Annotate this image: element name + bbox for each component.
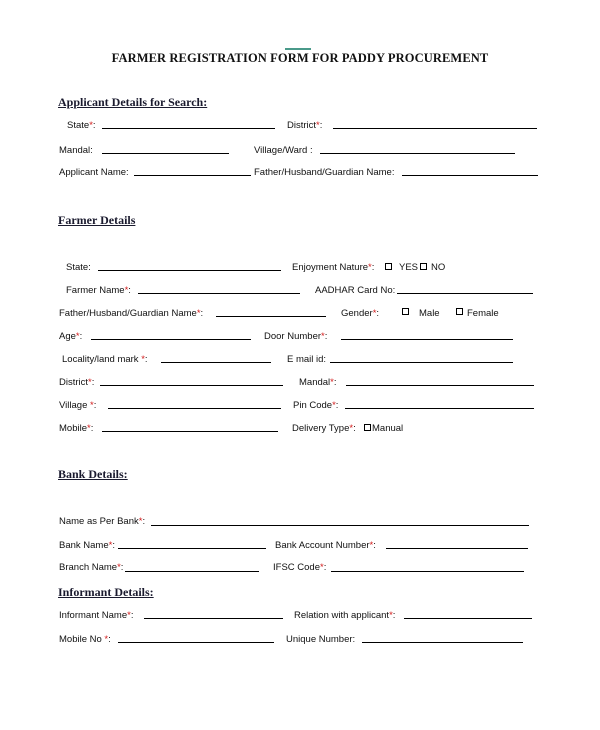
form-title: FARMER REGISTRATION FORM FOR PADDY PROCUREMENT bbox=[111, 51, 489, 65]
pin-code-label: Pin Code*: bbox=[293, 400, 339, 411]
applicant-mandal-field[interactable] bbox=[102, 153, 229, 154]
farmer-name-label: Farmer Name*: bbox=[66, 285, 131, 296]
delivery-type-label: Delivery Type*: bbox=[292, 423, 356, 434]
farmer-section-heading: Farmer Details bbox=[58, 213, 136, 227]
applicant-district-label: District*: bbox=[287, 120, 323, 131]
name-per-bank-label: Name as Per Bank*: bbox=[59, 516, 146, 527]
informant-name-field[interactable] bbox=[144, 618, 283, 619]
applicant-guardian-field[interactable] bbox=[402, 175, 538, 176]
name-per-bank-field[interactable] bbox=[151, 525, 529, 526]
village-field[interactable] bbox=[108, 408, 281, 409]
applicant-village-label: Village/Ward : bbox=[254, 145, 313, 156]
enjoyment-yes-checkbox[interactable] bbox=[385, 263, 392, 270]
bank-name-field[interactable] bbox=[118, 548, 266, 549]
village-label: Village *: bbox=[59, 400, 97, 411]
account-number-field[interactable] bbox=[386, 548, 528, 549]
farmer-state-label: State: bbox=[66, 262, 91, 273]
applicant-state-field[interactable] bbox=[102, 128, 275, 129]
enjoyment-no-label: NO bbox=[431, 262, 446, 273]
email-label: E mail id: bbox=[287, 354, 327, 365]
title-accent-bar bbox=[285, 48, 311, 50]
mobile-field[interactable] bbox=[102, 431, 278, 432]
applicant-name-field[interactable] bbox=[134, 175, 251, 176]
farmer-mandal-label: Mandal*: bbox=[299, 377, 337, 388]
enjoyment-no-checkbox[interactable] bbox=[420, 263, 427, 270]
delivery-manual-label: Manual bbox=[372, 423, 404, 434]
gender-female-checkbox[interactable] bbox=[456, 308, 463, 315]
mobile-no-label: Mobile No *: bbox=[59, 634, 111, 645]
farmer-state-field[interactable] bbox=[98, 270, 281, 271]
branch-name-label: Branch Name*: bbox=[59, 562, 124, 573]
branch-name-field[interactable] bbox=[125, 571, 259, 572]
unique-number-label: Unique Number: bbox=[286, 634, 356, 645]
farmer-guardian-field[interactable] bbox=[216, 316, 326, 317]
bank-name-label: Bank Name*: bbox=[59, 540, 115, 551]
aadhar-label: AADHAR Card No: bbox=[315, 285, 396, 296]
applicant-state-label: State*: bbox=[67, 120, 96, 131]
gender-label: Gender*: bbox=[341, 308, 380, 319]
email-field[interactable] bbox=[330, 362, 513, 363]
mobile-label: Mobile*: bbox=[59, 423, 94, 434]
aadhar-field[interactable] bbox=[397, 293, 533, 294]
gender-male-checkbox[interactable] bbox=[402, 308, 409, 315]
farmer-district-label: District*: bbox=[59, 377, 95, 388]
applicant-guardian-label: Father/Husband/Guardian Name: bbox=[254, 167, 395, 178]
door-number-field[interactable] bbox=[341, 339, 513, 340]
age-label: Age*: bbox=[59, 331, 83, 342]
gender-male-label: Male bbox=[419, 308, 440, 319]
account-number-label: Bank Account Number*: bbox=[275, 540, 376, 551]
gender-female-label: Female bbox=[467, 308, 499, 319]
informant-section-heading: Informant Details: bbox=[58, 585, 154, 599]
ifsc-code-label: IFSC Code*: bbox=[273, 562, 327, 573]
enjoyment-yes-label: YES bbox=[399, 262, 419, 273]
locality-label: Locality/land mark *: bbox=[62, 354, 148, 365]
applicant-mandal-label: Mandal: bbox=[59, 145, 93, 156]
applicant-village-field[interactable] bbox=[320, 153, 515, 154]
pin-code-field[interactable] bbox=[345, 408, 534, 409]
mobile-no-field[interactable] bbox=[118, 642, 274, 643]
relation-label: Relation with applicant*: bbox=[294, 610, 396, 621]
delivery-manual-checkbox[interactable] bbox=[364, 424, 371, 431]
relation-field[interactable] bbox=[404, 618, 532, 619]
farmer-district-field[interactable] bbox=[100, 385, 283, 386]
bank-section-heading: Bank Details: bbox=[58, 467, 128, 481]
informant-name-label: Informant Name*: bbox=[59, 610, 134, 621]
enjoyment-nature-label: Enjoyment Nature*: bbox=[292, 262, 375, 273]
ifsc-code-field[interactable] bbox=[331, 571, 524, 572]
applicant-name-label: Applicant Name: bbox=[59, 167, 129, 178]
farmer-guardian-label: Father/Husband/Guardian Name*: bbox=[59, 308, 204, 319]
farmer-name-field[interactable] bbox=[138, 293, 300, 294]
unique-number-field[interactable] bbox=[362, 642, 523, 643]
age-field[interactable] bbox=[91, 339, 251, 340]
door-number-label: Door Number*: bbox=[264, 331, 328, 342]
locality-field[interactable] bbox=[161, 362, 271, 363]
applicant-district-field[interactable] bbox=[333, 128, 537, 129]
farmer-mandal-field[interactable] bbox=[346, 385, 534, 386]
applicant-section-heading: Applicant Details for Search: bbox=[58, 95, 208, 109]
